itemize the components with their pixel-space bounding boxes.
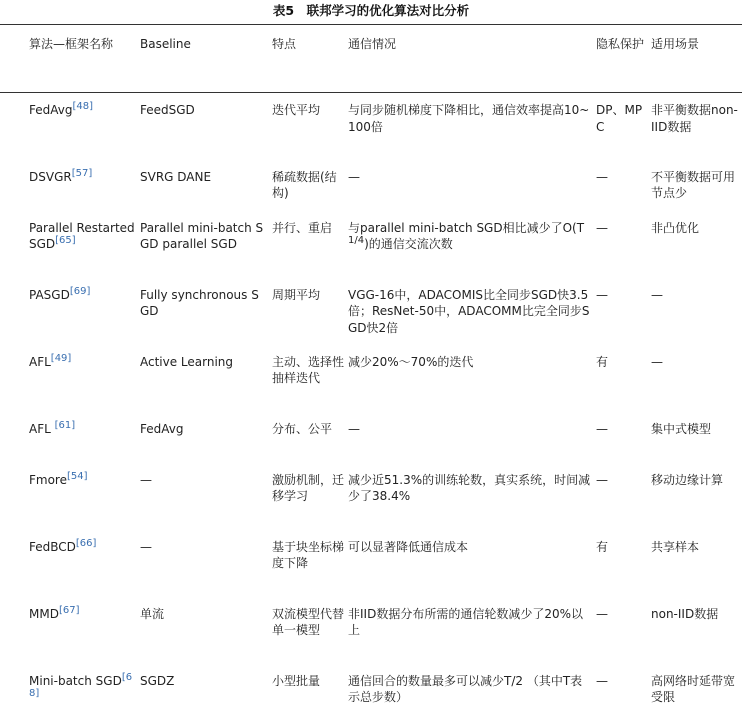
algorithm-name: Mini-batch SGD [29,673,122,688]
algorithm-name: AFL [29,421,55,436]
scene-cell: 非凸优化 [651,220,700,235]
algorithm-name: Parallel Restarted SGD [29,220,135,251]
citation-link[interactable]: [54] [67,470,88,482]
privacy-cell: DP、MPC [596,103,643,134]
communication-cell: VGG-16中，ADACOMIS比全同步SGD快3.5倍；ResNet-50中，ADACOMM比完全同步SGD快2倍 [348,287,590,335]
communication-cell: — [348,169,360,184]
baseline-cell: SVRG DANE [140,169,212,184]
privacy-cell: — [596,220,608,235]
privacy-cell: — [596,287,608,302]
table-row [0,278,742,345]
header-privacy: 隐私保护 [596,25,651,93]
scene-cell: 非平衡数据non-IID数据 [651,103,738,134]
algorithm-name: Fmore [29,472,67,487]
scene-cell: 集中式模型 [651,421,712,436]
header-algorithm: 算法—框架名称 [0,25,140,93]
algorithm-cell [0,530,140,597]
table-row [0,211,742,278]
communication-text-end: )的通信交流次数 [364,237,453,251]
algorithm-name: AFL [29,354,51,369]
scene-cell: 不平衡数据可用节点少 [651,169,736,200]
citation-link[interactable]: [67] [58,604,80,616]
privacy-cell: 有 [596,539,609,554]
algorithm-cell [0,664,140,709]
citation-link[interactable]: [68] [29,671,133,699]
communication-cell: 通信回合的数量最多可以减少T/2 （其中T表示总步数） [348,673,583,704]
privacy-cell: — [596,169,608,184]
table-row [0,160,742,211]
table-row [0,93,742,160]
citation-link[interactable]: [66] [75,537,97,549]
citation-link[interactable]: [65] [55,235,76,246]
feature-cell: 激励机制，迁移学习 [272,472,345,503]
algorithm-name: FedBCD [29,539,76,554]
feature-cell: 周期平均 [272,287,321,302]
comparison-table [0,24,742,709]
algorithm-name: MMD [29,606,59,621]
feature-cell: 主动、选择性抽样迭代 [272,354,345,385]
table-row [0,463,742,530]
communication-cell [348,211,596,278]
baseline-cell: FeedSGD [140,103,195,117]
baseline-cell: Fully synchronous SGD [140,287,259,318]
scene-cell: 移动边缘计算 [651,472,724,487]
header-communication: 通信情况 [348,25,596,93]
algorithm-cell [0,412,140,463]
communication-cell: — [348,421,360,436]
citation-link[interactable]: [69] [69,285,91,297]
table-row [0,530,742,597]
scene-cell: — [651,354,663,369]
algorithm-name: FedAvg [29,103,73,117]
citation-link[interactable]: [49] [50,352,72,364]
communication-cell: 与同步随机梯度下降相比，通信效率提高10~100倍 [348,103,590,134]
feature-cell: 双流模型代替单一模型 [272,606,345,637]
algorithm-cell [0,345,140,412]
feature-cell: 分布、公平 [272,421,333,436]
feature-cell: 小型批量 [272,673,321,688]
citation-link[interactable]: [48] [72,101,94,112]
header-baseline: Baseline [140,25,272,93]
citation-link[interactable]: [57] [71,167,93,179]
table-row [0,345,742,412]
communication-cell: 减少20%～70%的迭代 [348,354,474,369]
feature-cell: 稀疏数据(结构) [272,169,337,200]
table-caption: 表5 联邦学习的优化算法对比分析 [272,3,470,18]
scene-cell: 共享样本 [651,539,700,554]
baseline-cell: — [140,472,152,487]
communication-cell: 减少近51.3%的训练轮数，真实系统，时间减少了38.4% [348,472,591,503]
citation-link[interactable]: [61] [54,419,76,431]
baseline-cell: Parallel mini-batch SGD parallel SGD [140,220,264,251]
communication-cell: 可以显著降低通信成本 [348,539,469,554]
algorithm-cell [0,211,140,278]
scene-cell: — [651,287,663,302]
header-feature: 特点 [272,25,348,93]
algorithm-name: DSVGR [29,169,72,184]
baseline-cell: 单流 [140,606,165,621]
privacy-cell: — [596,472,608,487]
algorithm-name: PASGD [29,287,70,302]
privacy-cell: — [596,606,608,621]
algorithm-cell [0,278,140,345]
table-row [0,597,742,664]
feature-cell: 迭代平均 [272,103,321,117]
feature-cell: 并行、重启 [272,220,333,235]
algorithm-cell [0,160,140,211]
privacy-cell: — [596,673,608,688]
header-row [0,25,742,93]
baseline-cell: SGDZ [140,673,175,688]
baseline-cell: Active Learning [140,354,234,369]
scene-cell: non-IID数据 [651,606,719,621]
table-row [0,664,742,709]
privacy-cell: 有 [596,354,609,369]
communication-text: 与parallel mini-batch SGD相比减少了O(T [348,220,585,235]
table-row [0,412,742,463]
algorithm-cell [0,93,140,160]
exponent: 1/4 [348,235,365,246]
baseline-cell: — [140,539,152,554]
scene-cell: 高网络时延带宽受限 [651,673,736,704]
header-scene: 适用场景 [651,25,742,93]
baseline-cell: FedAvg [140,421,184,436]
communication-cell: 非IID数据分布所需的通信轮数减少了20%以上 [348,606,583,637]
feature-cell: 基于块坐标梯度下降 [272,539,345,570]
algorithm-cell [0,597,140,664]
algorithm-cell [0,463,140,530]
privacy-cell: — [596,421,608,436]
